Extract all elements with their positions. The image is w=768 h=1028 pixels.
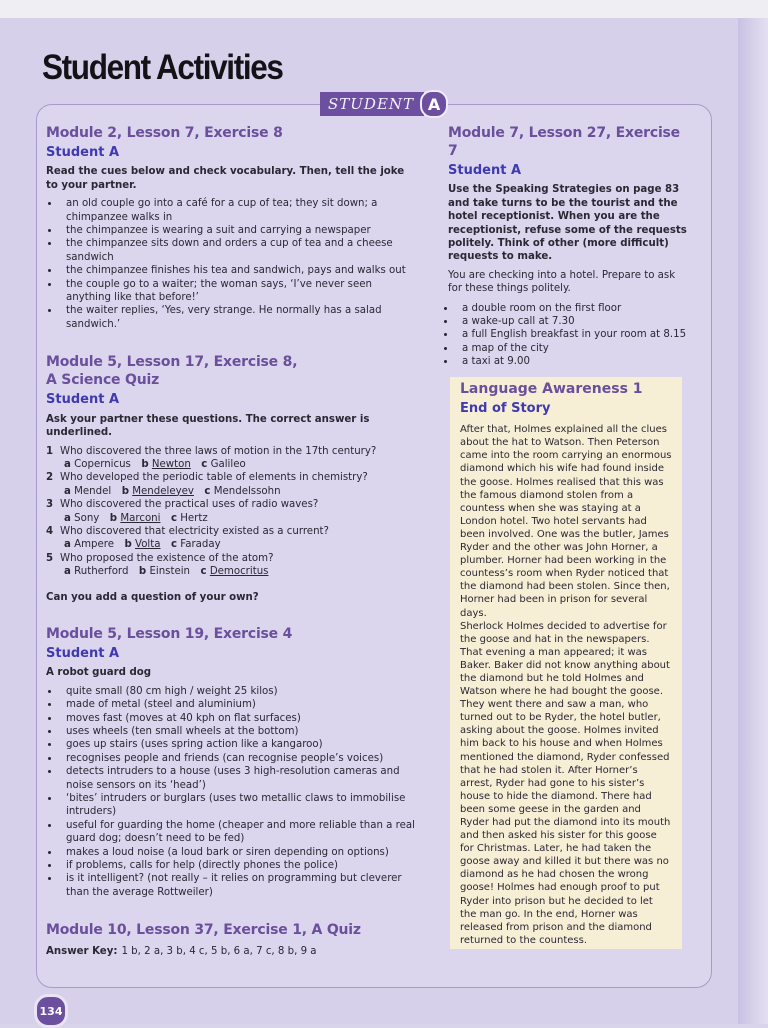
module-2-student: Student A bbox=[46, 145, 120, 160]
list-item: • detects intruders to a house (uses 3 high-resolution cameras and noise sensors on its ‘head’) bbox=[60, 765, 416, 792]
correct-answer: Newton bbox=[151, 458, 191, 470]
correct-answer: Volta bbox=[135, 539, 161, 551]
module-2-section bbox=[46, 124, 416, 331]
quiz-answers: a Copernicus b Newton c Galileo bbox=[64, 458, 246, 470]
badge-letter: A bbox=[420, 90, 448, 118]
module-5-quiz-heading-1: Module 5, Lesson 17, Exercise 8, bbox=[46, 354, 298, 371]
module-2-heading: Module 2, Lesson 7, Exercise 8 bbox=[46, 125, 283, 141]
list-item: • is it intelligent? (not really – it relies on programming but cleverer than the average Rottweiler) bbox=[60, 872, 416, 899]
answer-key-value: 1 b, 2 a, 3 b, 4 c, 5 b, 6 a, 7 c, 8 b, 9 a bbox=[121, 946, 317, 958]
module-5-quiz-heading-2: A Science Quiz bbox=[46, 372, 160, 389]
quiz-question: 2 Who developed the periodic table of elements in chemistry? bbox=[46, 472, 368, 484]
quiz-answers: a Mendel b Mendeleyev c Mendelssohn bbox=[64, 485, 281, 497]
list-item: • a wake-up call at 7.30 bbox=[456, 315, 688, 328]
list-item: • moves fast (moves at 40 kph on flat surfaces) bbox=[60, 712, 416, 725]
list-item: • made of metal (steel and aluminium) bbox=[60, 698, 416, 711]
list-item: • if problems, calls for help (directly phones the police) bbox=[60, 859, 416, 872]
module-5-quiz-instruction: Ask your partner these questions. The correct answer is underlined. bbox=[46, 413, 370, 439]
list-item: • the chimpanzee is wearing a suit and carrying a newspaper bbox=[60, 224, 416, 237]
module-5-robot-section bbox=[46, 625, 416, 899]
correct-answer: Marconi bbox=[120, 512, 161, 524]
module-7-student: Student A bbox=[448, 163, 522, 178]
list-item: • a double room on the first floor bbox=[456, 302, 688, 315]
story-paragraph-1: After that, Holmes explained all the clues about the hat to Watson. Then Peterson came into the room carrying an enormous diamond which his wife had found inside the goose. Holmes realised that this was the famous diamond stolen from a countess when she was staying at a London hotel. Two hotel servants had been involved. One was the butler, James Ryder and the other was John Horner, a plumber. Horner had been working in the countess’s room when Ryder noticed that the diamond had been stolen. Since then, Horner had been in prison for several days. bbox=[460, 424, 672, 619]
correct-answer: Mendeleyev bbox=[132, 485, 194, 497]
answer-key bbox=[46, 945, 416, 958]
module-10-heading: Module 10, Lesson 37, Exercise 1, A Quiz bbox=[46, 922, 361, 939]
quiz-question: 3 Who discovered the practical uses of radio waves? bbox=[46, 499, 319, 511]
list-item: • useful for guarding the home (cheaper and more reliable than a real guard dog; doesn’t need to be fed) bbox=[60, 819, 416, 846]
badge-word: STUDENT bbox=[320, 92, 424, 116]
list-item: • recognises people and friends (can recognise people’s voices) bbox=[60, 752, 416, 765]
science-quiz-list bbox=[46, 445, 416, 579]
quiz-answers: a Sony b Marconi c Hertz bbox=[64, 512, 208, 524]
module-7-section bbox=[448, 124, 688, 369]
quiz-answers: a Ampere b Volta c Faraday bbox=[64, 539, 221, 551]
module-7-intro: You are checking into a hotel. Prepare to ask for these things politely. bbox=[448, 269, 676, 295]
module-5-robot-student: Student A bbox=[46, 645, 120, 661]
quiz-closing: Can you add a question of your own? bbox=[46, 591, 259, 603]
list-item: • an old couple go into a café for a cup of tea; they sit down; a chimpanzee walks in bbox=[60, 197, 416, 224]
correct-answer: Democritus bbox=[209, 566, 269, 578]
right-column bbox=[448, 124, 688, 369]
language-awareness-title: Language Awareness 1 bbox=[460, 381, 643, 397]
module-5-quiz-section bbox=[46, 353, 416, 604]
module-5-robot-heading: Module 5, Lesson 19, Exercise 4 bbox=[46, 625, 293, 642]
list-item: • goes up stairs (uses spring action like a kangaroo) bbox=[60, 738, 416, 751]
list-item: • the chimpanzee sits down and orders a cup of tea and a cheese sandwich bbox=[60, 237, 416, 264]
quiz-question: 4 Who discovered that electricity existed as a current? bbox=[46, 525, 329, 537]
robot-features-list bbox=[46, 685, 416, 900]
joke-cues-list bbox=[46, 197, 416, 331]
page-title: Student Activities bbox=[42, 48, 283, 87]
hotel-requests-list bbox=[448, 302, 688, 369]
story-paragraph-2: Sherlock Holmes decided to advertise for the goose and hat in the newspapers. That evening a man appeared; it was Baker. Baker did not know anything about the diamond but he told Holmes and Watson where he had bought the goose. They went there and saw a man, who turned out to be Ryder, the hotel butler, asking about the goose. Holmes invited him back to his house and when Holmes mentioned the diamond, Ryder confessed that he had stolen it. After Horner’s arrest, Ryder had gone to his sister’s house to hide the diamond. There had been some geese in the garden and Ryder had put the diamond into its mouth and then asked his sister for this goose for Christmas. Later, he had taken the goose away and killed it but there was no diamond as he had chosen the wrong goose! Holmes had enough proof to put Ryder into prison but he decided to let the man go. In the end, Horner was released from prison and the diamond returned to the countess. bbox=[460, 620, 671, 946]
page-number: 134 bbox=[34, 994, 68, 1028]
list-item: • quite small (80 cm high / weight 25 kilos) bbox=[60, 685, 416, 698]
list-item: • the couple go to a waiter; the woman says, ‘I’ve never seen anything like that before!’ bbox=[60, 278, 416, 305]
list-item: • the chimpanzee finishes his tea and sandwich, pays and walks out bbox=[60, 264, 416, 277]
list-item: • makes a loud noise (a loud bark or siren depending on options) bbox=[60, 846, 416, 859]
list-item: • the waiter replies, ‘Yes, very strange. He normally has a salad sandwich.’ bbox=[60, 304, 416, 331]
module-7-heading: Module 7, Lesson 27, Exercise 7 bbox=[448, 125, 680, 159]
language-awareness-subtitle: End of Story bbox=[460, 401, 551, 417]
list-item: • a full English breakfast in your room at 8.15 bbox=[456, 328, 688, 341]
list-item: • ‘bites’ intruders or burglars (uses two metallic claws to immobilise intruders) bbox=[60, 792, 416, 819]
student-badge bbox=[320, 91, 448, 117]
page-fold bbox=[738, 18, 768, 1024]
quiz-question: 5 Who proposed the existence of the atom? bbox=[46, 552, 274, 564]
language-awareness-box bbox=[450, 377, 682, 949]
quiz-question: 1 Who discovered the three laws of motion in the 17th century? bbox=[46, 445, 377, 457]
module-10-section bbox=[46, 921, 416, 958]
module-2-instruction: Read the cues below and check vocabulary. Then, tell the joke to your partner. bbox=[46, 166, 405, 191]
answer-key-label: Answer Key: bbox=[46, 946, 118, 958]
list-item: • a taxi at 9.00 bbox=[456, 355, 688, 368]
module-7-instruction: Use the Speaking Strategies on page 83 and take turns to be the tourist and the hotel receptionist. When you are the receptionist, refuse some of the requests politely. Think of other (more difficult) requests to make. bbox=[448, 184, 687, 263]
module-5-quiz-student: Student A bbox=[46, 392, 120, 408]
list-item: • a map of the city bbox=[456, 342, 688, 355]
left-column bbox=[46, 124, 416, 959]
robot-subtitle: A robot guard dog bbox=[46, 667, 152, 679]
quiz-answers: a Rutherford b Einstein c Democritus bbox=[64, 566, 269, 578]
list-item: • uses wheels (ten small wheels at the bottom) bbox=[60, 725, 416, 738]
